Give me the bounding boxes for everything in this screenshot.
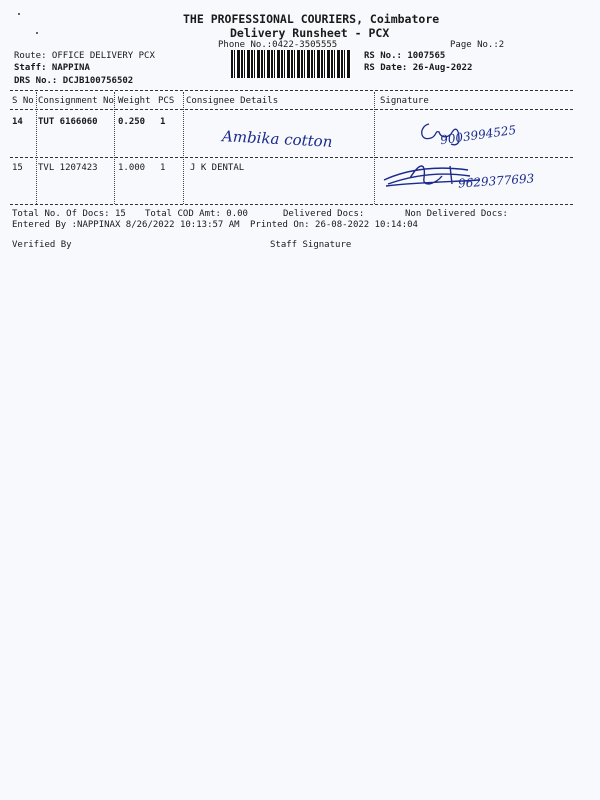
barcode [231,50,351,78]
total-cod: Total COD Amt: 0.00 [145,209,248,219]
printed-on: Printed On: 26-08-2022 10:14:04 [250,220,418,230]
handwritten-phone: 9003994525 [439,122,517,148]
column-header-consignee: Consignee Details [186,96,279,106]
table-bottom-rule [10,204,573,205]
row-pcs: 1 [160,117,166,127]
staff-label: Staff: NAPPINA [14,63,90,73]
row-consignment: TUT 6166060 [38,117,98,127]
row-weight: 0.250 [118,117,146,127]
route-label: Route: OFFICE DELIVERY PCX [14,51,155,61]
table-header-rule [10,109,573,110]
column-header-pcs: PCS [158,96,175,106]
delivered-docs: Delivered Docs: [283,209,365,219]
column-header-signature: Signature [380,96,429,106]
company-name: THE PROFESSIONAL COURIERS, Coimbatore [183,12,440,26]
non-delivered-docs: Non Delivered Docs: [405,209,508,219]
column-header-sno: S No [12,96,34,106]
total-docs: Total No. Of Docs: 15 [12,209,126,219]
verified-by-label: Verified By [12,240,72,250]
column-divider [36,92,37,204]
scan-speck [36,32,38,34]
column-divider [374,92,375,204]
rs-date: RS Date: 26-Aug-2022 [364,63,473,73]
column-divider [114,92,115,204]
row-weight: 1.000 [118,163,146,173]
entered-by: Entered By :NAPPINAX 8/26/2022 10:13:57 AM [12,220,240,230]
row-consignee: J K DENTAL [190,163,245,173]
row-pcs: 1 [160,163,166,173]
staff-signature-label: Staff Signature [270,240,352,250]
column-header-consignment: Consignment No [38,96,114,106]
table-top-rule [10,90,573,91]
row-consignment: TVL 1207423 [38,163,98,173]
document-title: Delivery Runsheet - PCX [230,26,390,40]
rs-number: RS No.: 1007565 [364,51,446,61]
handwritten-phone: 9629377693 [457,171,535,191]
scan-speck [18,13,20,15]
row-sno: 14 [12,117,23,127]
drs-number: DRS No.: DCJB100756502 [14,76,134,86]
page-number: Page No.:2 [450,40,505,50]
column-header-weight: Weight [118,96,151,106]
phone-number: Phone No.:0422-3505555 [218,40,338,50]
column-divider [183,92,184,204]
row-sno: 15 [12,163,23,173]
handwritten-consignee-name: Ambika cotton [221,127,333,151]
